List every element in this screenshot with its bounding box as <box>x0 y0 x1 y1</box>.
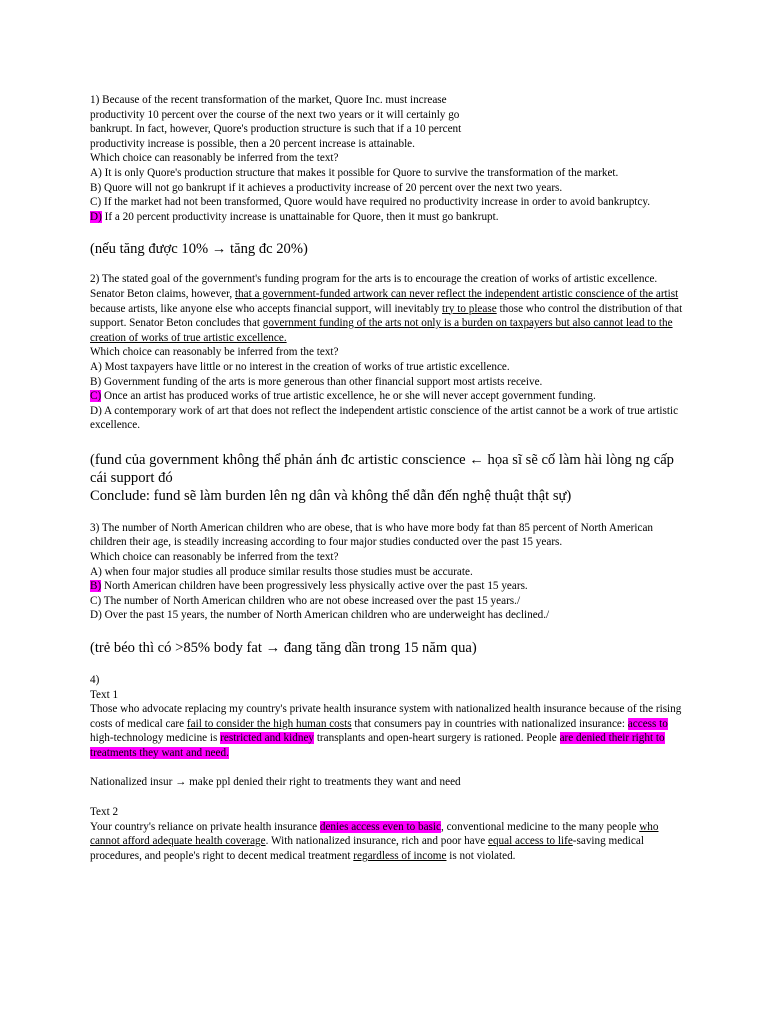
q4-text2-underline: regardless of income <box>353 849 447 862</box>
q4-text1-part: Those who advocate replacing my country's private health insurance system with nationalized health insurance because of the rising costs of medical care <box>90 703 682 730</box>
q2-underline-please: try to please <box>442 302 497 315</box>
q3-choice-b-text: North American children have been progressively less physically active over the past 15 years. <box>101 580 528 593</box>
q4-text2-part: is not violated. <box>446 849 516 862</box>
q4-text1 <box>90 702 688 760</box>
q1-question: Which choice can reasonably be inferred from the text? <box>90 152 339 165</box>
q2-underline-conclusion: government funding of the arts not only is a burden on taxpayers but also cannot lead to the creation of works of true artistic excellence. <box>90 317 673 344</box>
q2-underline-claim: that a government-funded artwork can never reflect the independent artistic conscience of the artist <box>234 287 679 300</box>
q1-choice-a: A) It is only Quore's production structure that makes it possible for Quore to survive the transformation of the market. <box>90 166 619 179</box>
q3-choice-a: A) when four major studies all produce similar results those studies must be accurate. <box>90 565 473 578</box>
q1-note: (nếu tăng được 10% → tăng đc 20%) <box>90 241 308 258</box>
q4-text1-highlight: access to <box>627 717 668 730</box>
q2-choice-d: D) A contemporary work of art that does not reflect the independent artistic conscience of the artist cannot be a work of true artistic excellence. <box>90 404 679 432</box>
q2-passage-text: those who control the distribution of that support. Senator Beton concludes that <box>90 302 683 330</box>
q1-choice-d-text: If a 20 percent productivity increase is unattainable for Quore, then it must go bankrupt. <box>101 210 499 223</box>
q2-passage <box>90 272 688 345</box>
q2-choice-b: B) Government funding of the arts is more generous than other financial support most artists receive. <box>90 375 543 388</box>
q4-text2-part: Your country's reliance on private health insurance <box>90 820 320 833</box>
q4-text1-title: Text 1 <box>90 688 119 701</box>
q4-text2-highlight: denies access even to basic <box>319 820 441 833</box>
q2-choice-c-text: Once an artist has produced works of true artistic excellence, he or she will never accept government funding. <box>101 390 596 403</box>
q1-answer-highlight: D) <box>90 210 102 223</box>
q3-answer-highlight: B) <box>90 580 102 593</box>
q1-stem-line: productivity increase is possible, then a 20 percent increase is attainable. <box>90 137 415 150</box>
question-1 <box>90 93 688 224</box>
q4-text2-underline: who cannot afford adequate health coverage <box>90 820 659 848</box>
q2-passage-text: 2) The stated goal of the government's funding program for the arts is to encourage the creation of works of artistic excellence. Senator Beton claims, however, <box>90 273 658 300</box>
q1-choice-d <box>90 210 688 225</box>
q2-passage-text: because artists, like anyone else who accepts financial support, will inevitably <box>90 302 442 315</box>
q4-text2-part: . With nationalized insurance, rich and poor have <box>265 835 488 848</box>
q2-choice-c <box>90 389 688 404</box>
q3-stem: 3) The number of North American children who are obese, that is who have more body fat than 85 percent of North American children their age, is steadily increasing according to four major studies conducted over the past 15 years. <box>90 521 654 549</box>
q4-text2-title: Text 2 <box>90 806 119 819</box>
q4-text2 <box>90 820 688 864</box>
question-3 <box>90 521 688 623</box>
question-2 <box>90 272 688 433</box>
q4-text1-part: transplants and open-heart surgery is rationed. People <box>314 732 560 745</box>
q3-choice-b <box>90 579 688 594</box>
q1-choice-c: C) If the market had not been transformed, Quore would have required no productivity increase in order to avoid bankruptcy. <box>90 196 651 209</box>
q1-choice-b: B) Quore will not go bankrupt if it achieves a productivity increase of 20 percent over the next two years. <box>90 181 563 194</box>
q4-text2-underline: equal access to life <box>488 835 573 848</box>
q2-choice-a: A) Most taxpayers have little or no interest in the creation of works of true artistic excellence. <box>90 360 510 373</box>
q4-text1-highlight: restricted and kidney <box>220 732 315 745</box>
q4-text1-highlight: are denied their right to treatments they want and need. <box>90 732 665 759</box>
q2-question: Which choice can reasonably be inferred from the text? <box>90 346 339 359</box>
q4-text1-part: high-technology medicine is <box>90 732 221 745</box>
q4-summary: Nationalized insur → make ppl denied their right to treatments they want and need <box>90 775 461 788</box>
question-4 <box>90 673 688 864</box>
q1-stem-line: productivity 10 percent over the course of the next two years or it will certainly go <box>90 108 460 121</box>
q3-choice-d: D) Over the past 15 years, the number of North American children who are underweight has declined./ <box>90 609 550 622</box>
q1-stem-line: bankrupt. In fact, however, Quore's production structure is such that if a 10 percent <box>90 123 462 136</box>
q2-note-2: Conclude: fund sẽ làm burden lên ng dân và không thể dẫn đến nghệ thuật thật sự) <box>90 487 572 504</box>
q3-choice-c: C) The number of North American children who are not obese increased over the past 15 years./ <box>90 594 521 607</box>
q4-text1-part: that consumers pay in countries with nationalized insurance: <box>351 717 628 730</box>
q2-answer-highlight: C) <box>90 390 102 403</box>
q1-stem-line: 1) Because of the recent transformation of the market, Quore Inc. must increase <box>90 94 447 106</box>
q4-text2-part: , conventional medicine to the many people <box>441 820 640 833</box>
q4-number: 4) <box>90 674 100 687</box>
q4-text1-underline: fail to consider the high human costs <box>186 717 352 730</box>
q2-note-1: (fund của government không thể phản ánh đc artistic conscience ← họa sĩ sẽ cố làm hài lòng ng cấp cái support đó <box>90 451 674 486</box>
q4-text2-part: -saving medical procedures, and people's right to decent medical treatment <box>90 835 644 862</box>
q3-question: Which choice can reasonably be inferred from the text? <box>90 551 339 564</box>
q3-note: (trẻ béo thì có >85% body fat → đang tăng dần trong 15 năm qua) <box>90 640 477 657</box>
